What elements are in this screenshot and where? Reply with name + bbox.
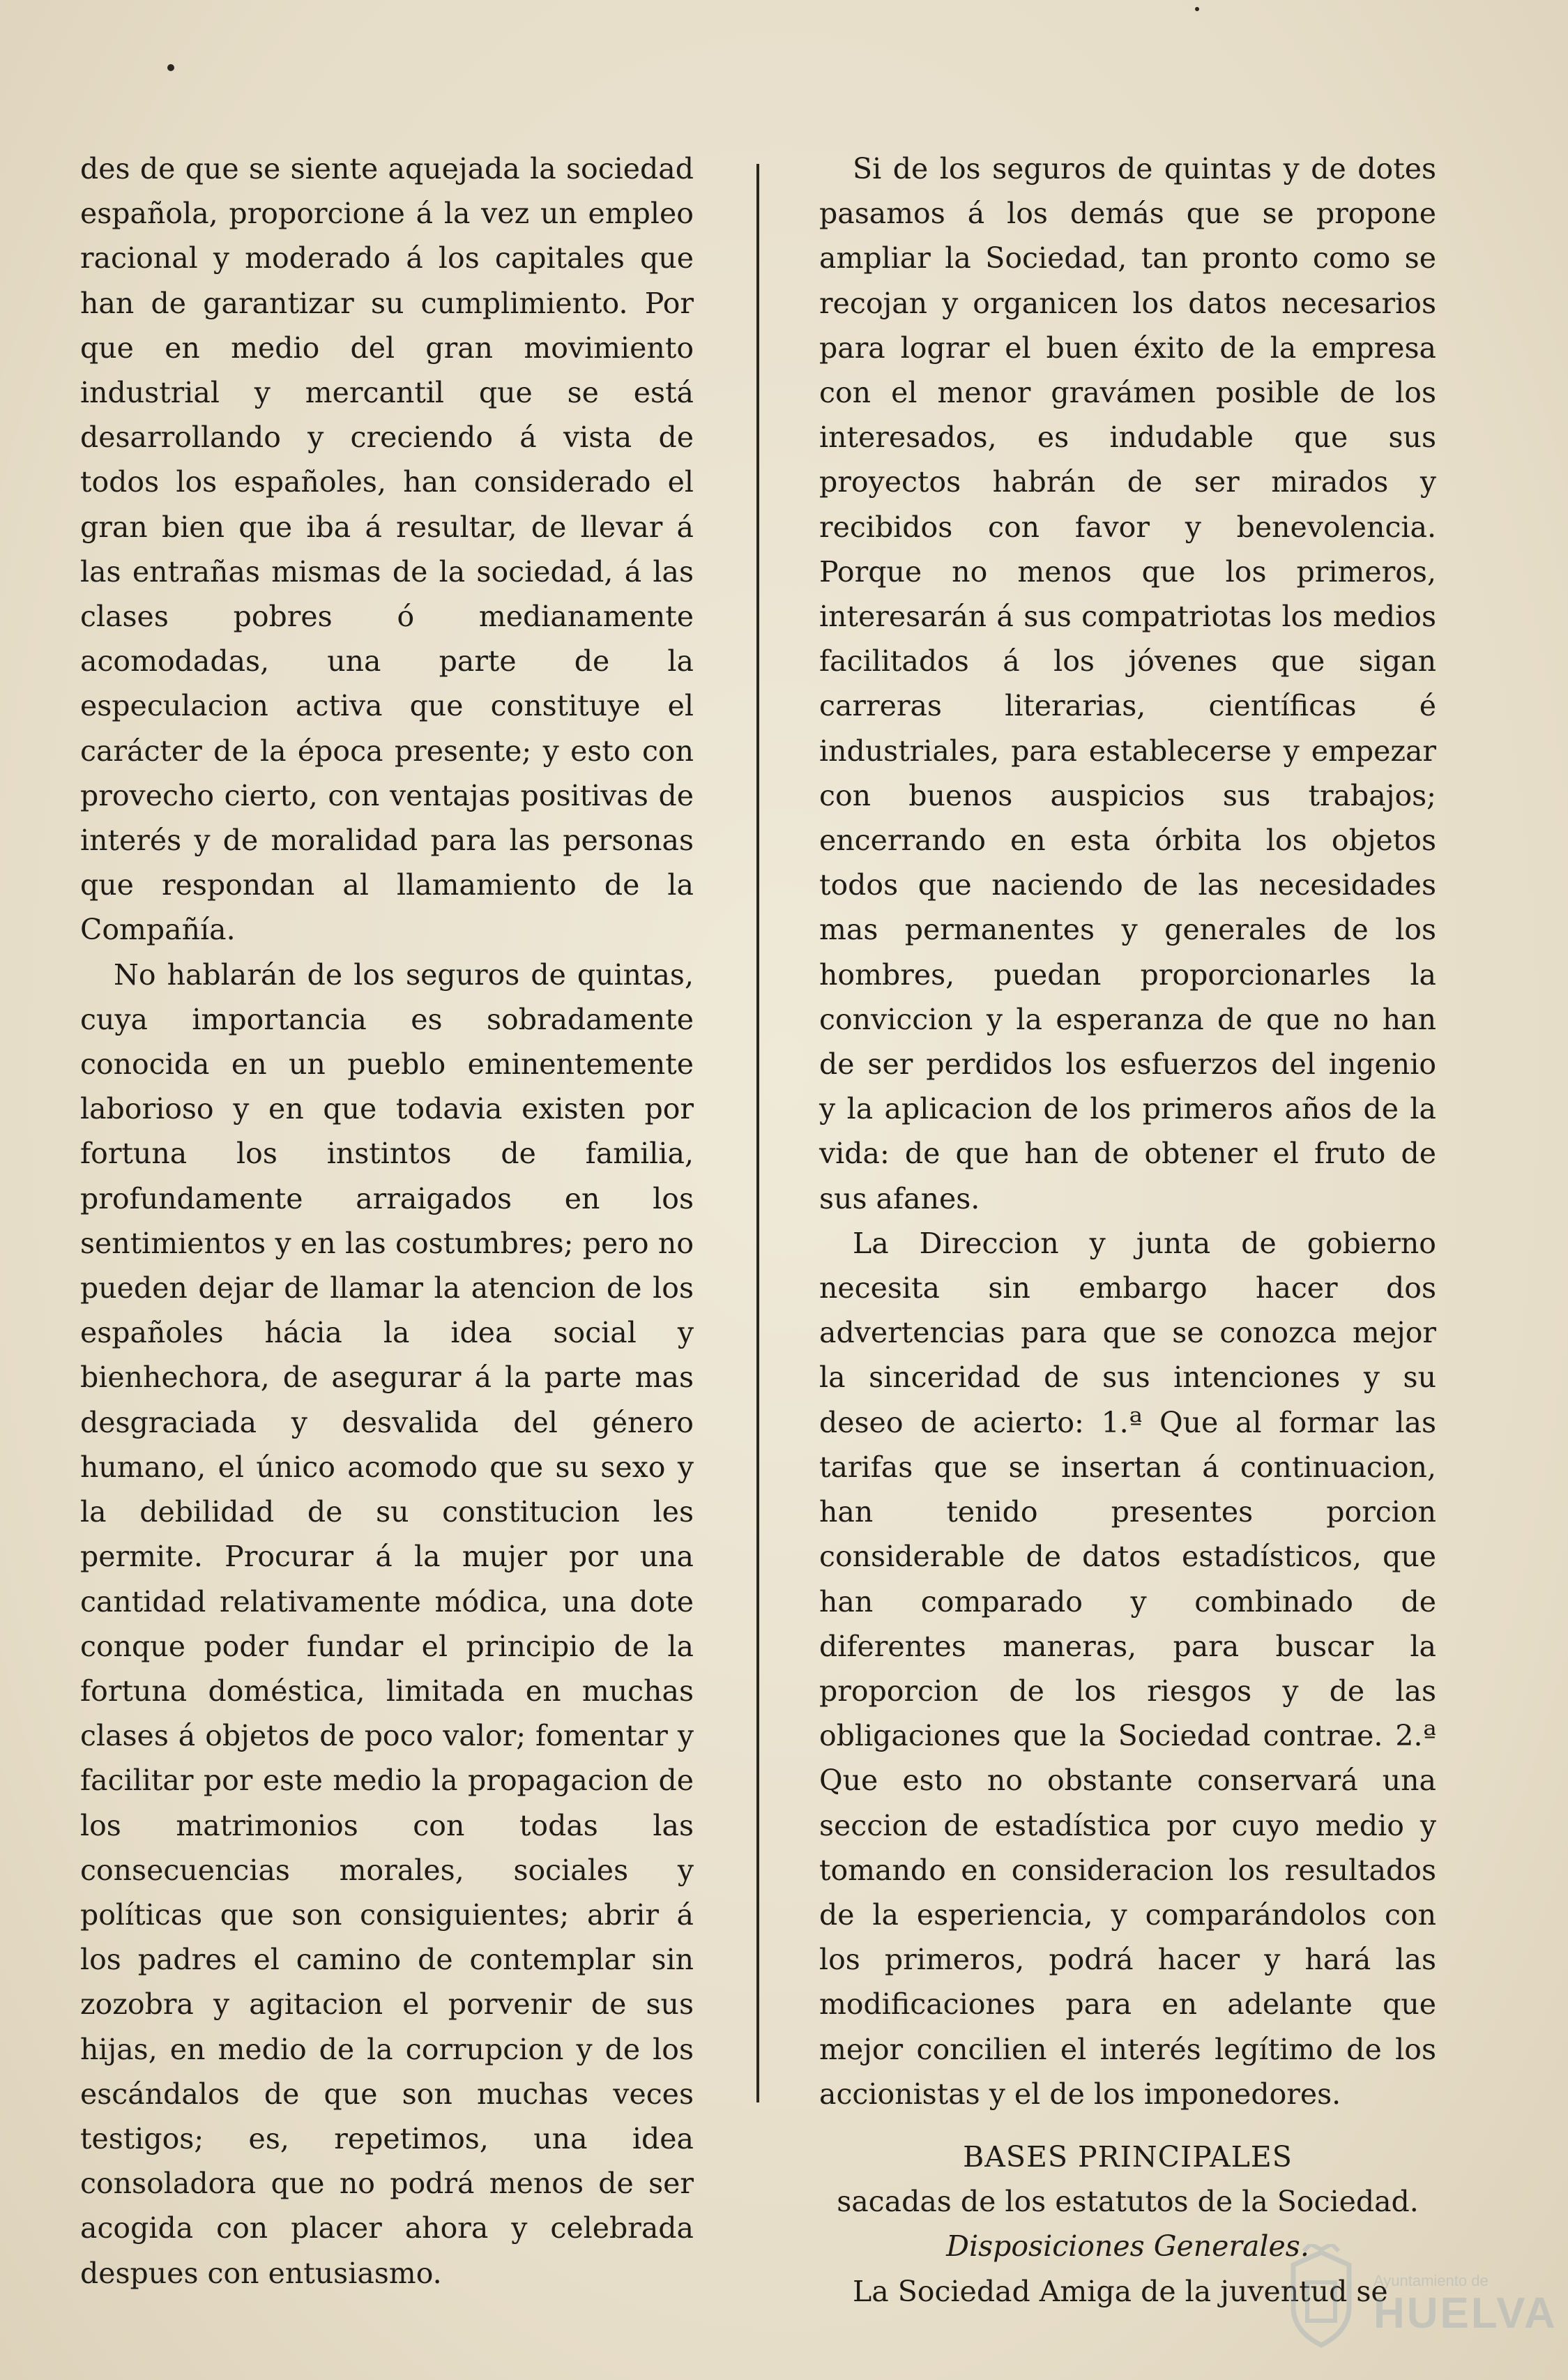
left-text-column (80, 146, 694, 2296)
ink-speck (1195, 7, 1199, 11)
right-paragraph-2: La Direccion y junta de gobierno necesita sin embargo hacer dos advertencias para que se conozca mejor la sinceridad de sus intenciones y su deseo de acierto: 1.ª Que al formar las tarifas que se insertan á continuacion, han tenido presentes porcion considerable de datos estadísticos, que han comparado y combinado de diferentes maneras, para buscar la proporcion de los riesgos y de las obligaciones que la Sociedad contrae. 2.ª Que esto no obstante conservará una seccion de estadística por cuyo medio y tomando en consideracion los resultados de la esperiencia, y comparándolos con los primeros, podrá hacer y hará las modificaciones para en adelante que mejor concilien el interés legítimo de los accionistas y el de los imponedores. (819, 1226, 1436, 2111)
coat-of-arms-icon (1279, 2244, 1363, 2349)
section-heading: BASES PRINCIPALES (963, 2139, 1293, 2174)
watermark-name: HUELVA (1373, 2289, 1558, 2337)
right-paragraph-1: Si de los seguros de quintas y de dotes pasamos á los demás que se propone ampliar la Sociedad, tan pronto como se recojan y organicen los datos necesarios para lograr el buen éxito de la empresa con el menor gravámen posible de los interesados, es indudable que sus proyectos habrán de ser mirados y recibidos con favor y benevolencia. Porque no menos que los primeros, interesarán á sus compatriotas los medios facilitados á los jóvenes que sigan carreras literarias, científicas é industriales, para establecerse y empezar con buenos auspicios sus trabajos; encerrando en esta órbita los objetos todos que naciendo de las necesidades mas permanentes y generales de los hombres, puedan proporcionarles la conviccion y la esperanza de que no han de ser perdidos los esfuerzos del ingenio y la aplicacion de los primeros años de la vida: de que han de obtener el fruto de sus afanes. (819, 152, 1436, 1215)
archive-watermark (1269, 2238, 1558, 2357)
column-divider-rule (756, 164, 759, 2102)
italic-subsection-heading: Disposiciones Generales. (946, 2229, 1309, 2264)
ink-speck (167, 64, 174, 71)
watermark-top-text: Ayuntamiento de (1373, 2272, 1489, 2289)
right-text-column (819, 146, 1436, 2314)
continuation-line: La Sociedad Amiga de la juventud se (853, 2274, 1388, 2308)
section-subheading: sacadas de los estatutos de la Sociedad. (837, 2185, 1419, 2219)
left-paragraph-2: No hablarán de los seguros de quintas, cuya importancia es sobradamente conocida en un pueblo eminentemente laborioso y en que todavia existen por fortuna los instintos de familia, profundamente arraigados en los sentimientos y en las costumbres; pero no pueden dejar de llamar la atencion de los españoles hácia la idea social y bienhechora, de asegurar á la parte mas desgraciada y desvalida del género humano, el único acomodo que su sexo y la debilidad de su constitucion les permite. Procurar á la mujer por una cantidad relativamente módica, una dote conque poder fundar el principio de la fortuna doméstica, limitada en muchas clases á objetos de poco valor; fomentar y facilitar por este medio la propagacion de los matrimonios con todas las consecuencias morales, sociales y políticas que son consiguientes; abrir á los padres el camino de contemplar sin zozobra y agitacion el porvenir de sus hijas, en medio de la corrupcion y de los escándalos de que son muchas veces testigos; es, repetimos, una idea consoladora que no podrá menos de ser acogida con placer ahora y celebrada despues con entusiasmo. (80, 957, 694, 2290)
left-paragraph-1: des de que se siente aquejada la sociedad española, proporcione á la vez un empleo racional y moderado á los capitales que han de garantizar su cumplimiento. Por que en medio del gran movimiento industrial y mercantil que se está desarrollando y creciendo á vista de todos los españoles, han considerado el gran bien que iba á resultar, de llevar á las entrañas mismas de la sociedad, á las clases pobres ó medianamente acomodadas, una parte de la especulacion activa que constituye el carácter de la época presente; y esto con provecho cierto, con ventajas positivas de interés y de moralidad para las personas que respondan al llamamiento de la Compañía. (80, 152, 694, 947)
